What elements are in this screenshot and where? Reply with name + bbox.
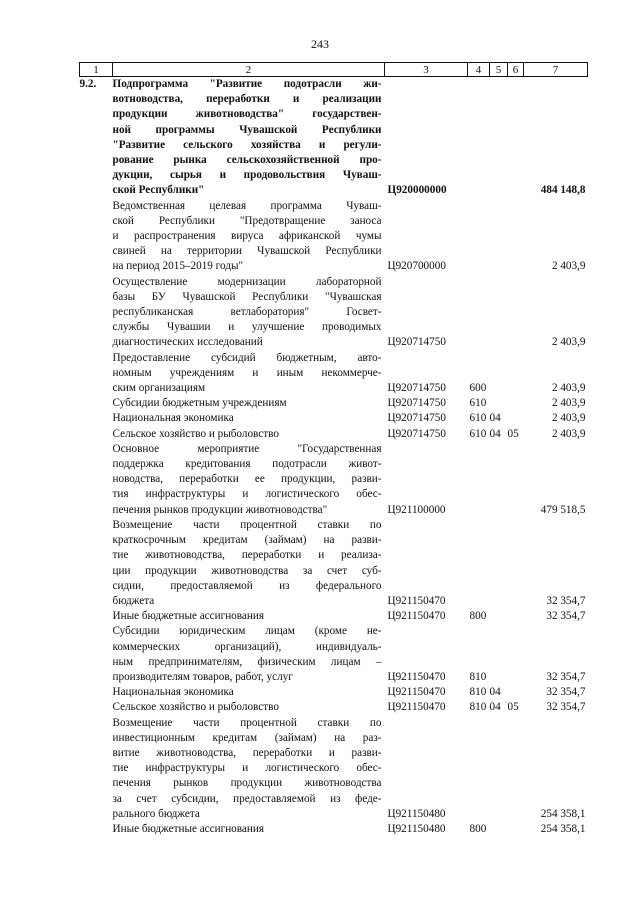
subsection-code bbox=[508, 716, 524, 822]
row-number bbox=[80, 199, 113, 275]
row-description bbox=[113, 199, 385, 275]
page-number: 243 bbox=[311, 37, 329, 51]
row-description bbox=[113, 396, 385, 411]
target-code: Ц921150480 bbox=[387, 822, 446, 835]
column-header: 6 bbox=[508, 63, 524, 77]
expense-type-code bbox=[468, 275, 490, 351]
subsection-code bbox=[508, 275, 524, 351]
amount: 2 403,9 bbox=[551, 397, 586, 410]
description-line: Иные бюджетные ассигнования bbox=[112, 610, 264, 623]
description-line: Сельское хозяйство и рыболовство bbox=[112, 427, 279, 440]
description-line: ским организациям bbox=[112, 382, 206, 395]
description-line: базы БУ Чувашской Республики "Чувашская bbox=[112, 290, 382, 303]
description-line: ной программы Чувашской Республики bbox=[112, 123, 382, 136]
expense-type-code: 810 bbox=[469, 670, 487, 683]
section-code bbox=[490, 624, 508, 685]
row-number bbox=[80, 624, 113, 685]
description-line: тие инфраструктуры и логистического обес- bbox=[112, 762, 382, 775]
table-row bbox=[80, 77, 588, 199]
description-line: "Развитие сельского хозяйства и регули- bbox=[112, 138, 382, 151]
column-header: 1 bbox=[80, 63, 113, 77]
description-line: рование рынка сельскохозяйственной про- bbox=[112, 154, 382, 167]
row-number bbox=[80, 275, 113, 351]
subsection-code: 05 bbox=[507, 427, 519, 440]
amount: 484 148,8 bbox=[540, 184, 586, 197]
row-number bbox=[80, 518, 113, 609]
description-line: новодства, переработки ее продукции, разви- bbox=[112, 473, 382, 486]
description-line: инвестиционным кредитам (займам) на раз- bbox=[112, 731, 382, 744]
column-header: 7 bbox=[524, 63, 588, 77]
amount: 32 354,7 bbox=[546, 701, 586, 714]
description-line: печения рынков продукции животноводства bbox=[112, 777, 382, 790]
section-code bbox=[490, 396, 508, 411]
budget-table bbox=[79, 62, 588, 837]
row-description bbox=[113, 411, 385, 426]
expense-type-code: 610 bbox=[469, 412, 487, 425]
subsection-code bbox=[508, 624, 524, 685]
table-row bbox=[80, 199, 588, 275]
section-code bbox=[490, 275, 508, 351]
table-row bbox=[80, 396, 588, 411]
subsection-code bbox=[508, 609, 524, 624]
expense-type-code: 810 bbox=[469, 701, 487, 714]
row-description bbox=[113, 716, 385, 822]
description-line: ской Республики" bbox=[112, 184, 205, 197]
description-line: Субсидии юридическим лицам (кроме не- bbox=[112, 625, 382, 638]
table-row bbox=[80, 700, 588, 715]
section-code bbox=[490, 199, 508, 275]
description-line: печения рынков продукции животноводства" bbox=[112, 503, 328, 516]
expense-type-code bbox=[468, 442, 490, 518]
target-code: Ц920714750 bbox=[387, 382, 446, 395]
section-code: 04 bbox=[489, 412, 501, 425]
section-code bbox=[490, 822, 508, 837]
row-number bbox=[80, 700, 113, 715]
subsection-code bbox=[508, 822, 524, 837]
description-line: тие животноводства, переработки и реализа- bbox=[112, 549, 382, 562]
target-code: Ц921100000 bbox=[387, 503, 446, 516]
table-row bbox=[80, 609, 588, 624]
target-code: Ц920714750 bbox=[387, 412, 446, 425]
description-line: Предоставление субсидий бюджетным, авто- bbox=[112, 351, 382, 364]
table-row bbox=[80, 275, 588, 351]
subsection-code bbox=[508, 685, 524, 700]
description-line: и распространения вируса африканской чумы bbox=[112, 230, 382, 243]
row-description bbox=[113, 275, 385, 351]
description-line: Иные бюджетные ассигнования bbox=[112, 822, 264, 835]
description-line: сидии, предоставляемой из федерального bbox=[112, 579, 382, 592]
target-code: Ц920714750 bbox=[387, 397, 446, 410]
column-header: 5 bbox=[490, 63, 508, 77]
target-code: Ц921150470 bbox=[387, 686, 446, 699]
row-description bbox=[113, 609, 385, 624]
amount: 479 518,5 bbox=[540, 503, 586, 516]
target-code: Ц921150470 bbox=[387, 670, 446, 683]
section-code: 04 bbox=[489, 701, 501, 714]
row-description bbox=[113, 822, 385, 837]
table-row bbox=[80, 822, 588, 837]
amount: 2 403,9 bbox=[551, 412, 586, 425]
section-code: 04 bbox=[489, 686, 501, 699]
expense-type-code: 800 bbox=[469, 610, 487, 623]
subsection-code bbox=[508, 411, 524, 426]
row-number bbox=[80, 716, 113, 822]
description-line: на период 2015–2019 годы" bbox=[112, 260, 244, 273]
amount: 2 403,9 bbox=[551, 260, 586, 273]
amount: 2 403,9 bbox=[551, 382, 586, 395]
description-line: Сельское хозяйство и рыболовство bbox=[112, 701, 279, 714]
description-line: Подпрограмма "Развитие подотрасли жи- bbox=[112, 78, 382, 90]
description-line: Национальная экономика bbox=[112, 686, 234, 699]
table-row bbox=[80, 518, 588, 609]
description-line: Осуществление модернизации лабораторной bbox=[112, 275, 382, 288]
subsection-code bbox=[508, 396, 524, 411]
target-code: Ц920714750 bbox=[387, 427, 446, 440]
section-code: 04 bbox=[489, 427, 501, 440]
section-code bbox=[490, 716, 508, 822]
amount: 32 354,7 bbox=[546, 670, 586, 683]
amount: 254 358,1 bbox=[540, 807, 586, 820]
expense-type-code: 810 bbox=[469, 686, 487, 699]
table-row bbox=[80, 351, 588, 397]
subsection-code bbox=[508, 442, 524, 518]
expense-type-code: 600 bbox=[469, 382, 487, 395]
description-line: за счет субсидии, предоставляемой из феде- bbox=[112, 792, 382, 805]
description-line: Ведомственная целевая программа Чуваш- bbox=[112, 199, 382, 212]
amount: 254 358,1 bbox=[540, 822, 586, 835]
target-code: Ц920700000 bbox=[387, 260, 446, 273]
expense-type-code: 800 bbox=[469, 822, 487, 835]
row-description bbox=[113, 700, 385, 715]
row-number bbox=[80, 427, 113, 442]
table-row bbox=[80, 624, 588, 685]
column-header: 4 bbox=[468, 63, 490, 77]
target-code: Ц921150470 bbox=[387, 701, 446, 714]
description-line: тия инфраструктуры и логистического обес- bbox=[112, 488, 382, 501]
row-description bbox=[113, 624, 385, 685]
subsection-code bbox=[508, 77, 524, 199]
description-line: бюджета bbox=[112, 594, 155, 607]
row-description bbox=[113, 518, 385, 609]
subsection-code: 05 bbox=[507, 701, 519, 714]
section-code bbox=[490, 442, 508, 518]
description-line: республиканская ветлаборатория" Госвет- bbox=[112, 306, 382, 319]
row-number bbox=[80, 351, 113, 397]
subsection-code bbox=[508, 518, 524, 609]
column-header: 2 bbox=[113, 63, 385, 77]
section-code bbox=[490, 351, 508, 397]
target-code: Ц920000000 bbox=[387, 184, 447, 197]
description-line: Возмещение части процентной ставки по bbox=[112, 716, 382, 729]
description-line: Субсидии бюджетным учреждениям bbox=[112, 397, 287, 410]
expense-type-code: 610 bbox=[469, 397, 487, 410]
description-line: рального бюджета bbox=[112, 807, 200, 820]
description-line: витие животноводства, переработки и разви- bbox=[112, 746, 382, 759]
row-description bbox=[113, 77, 385, 199]
target-code: Ц920714750 bbox=[387, 336, 446, 349]
expense-type-code bbox=[468, 199, 490, 275]
expense-type-code bbox=[468, 716, 490, 822]
description-line: Национальная экономика bbox=[112, 412, 234, 425]
row-description bbox=[113, 351, 385, 397]
row-description bbox=[113, 442, 385, 518]
table-row bbox=[80, 685, 588, 700]
description-line: производителям товаров, работ, услуг bbox=[112, 670, 293, 683]
expense-type-code: 610 bbox=[469, 427, 487, 440]
description-line: ской Республики "Предотвращение заноса bbox=[112, 214, 382, 227]
table-row bbox=[80, 411, 588, 426]
description-line: ции продукции животноводства за счет суб- bbox=[112, 564, 382, 577]
table-row bbox=[80, 716, 588, 822]
section-code bbox=[490, 518, 508, 609]
section-code bbox=[490, 609, 508, 624]
target-code: Ц921150470 bbox=[387, 594, 446, 607]
description-line: ным предпринимателям, физическим лицам – bbox=[112, 655, 382, 668]
description-line: краткосрочным кредитам (займам) на разви- bbox=[112, 534, 382, 547]
column-header: 3 bbox=[385, 63, 468, 77]
expense-type-code bbox=[468, 77, 490, 199]
subsection-code bbox=[508, 199, 524, 275]
description-line: свиней на территории Чувашской Республики bbox=[112, 245, 382, 258]
amount: 32 354,7 bbox=[546, 686, 586, 699]
expense-type-code bbox=[468, 518, 490, 609]
row-number bbox=[80, 442, 113, 518]
row-number bbox=[80, 396, 113, 411]
row-number: 9.2. bbox=[79, 78, 97, 90]
description-line: дукции, сырья и продовольствия Чуваш- bbox=[112, 169, 382, 182]
description-line: коммерческих организаций), индивидуаль- bbox=[112, 640, 382, 653]
subsection-code bbox=[508, 351, 524, 397]
table-row bbox=[80, 442, 588, 518]
amount: 32 354,7 bbox=[546, 610, 586, 623]
section-code bbox=[490, 77, 508, 199]
description-line: Основное мероприятие "Государственная bbox=[112, 442, 382, 455]
table-row bbox=[80, 427, 588, 442]
description-line: продукции животноводства" государствен- bbox=[112, 108, 382, 121]
amount: 2 403,9 bbox=[551, 336, 586, 349]
table-body bbox=[80, 77, 588, 838]
row-description bbox=[113, 427, 385, 442]
target-code: Ц921150480 bbox=[387, 807, 446, 820]
row-number bbox=[80, 411, 113, 426]
column-number-header bbox=[80, 63, 588, 77]
row-number bbox=[80, 685, 113, 700]
row-number bbox=[80, 609, 113, 624]
description-line: поддержка кредитования подотрасли живот- bbox=[112, 458, 382, 471]
description-line: номным учреждениям и иным некоммерче- bbox=[112, 366, 382, 379]
amount: 32 354,7 bbox=[546, 594, 586, 607]
amount: 2 403,9 bbox=[551, 427, 586, 440]
target-code: Ц921150470 bbox=[387, 610, 446, 623]
description-line: диагностических исследований bbox=[112, 336, 263, 349]
row-description bbox=[113, 685, 385, 700]
description-line: службы Чувашии и улучшение проводимых bbox=[112, 321, 382, 334]
description-line: вотноводства, переработки и реализации bbox=[112, 93, 382, 106]
description-line: Возмещение части процентной ставки по bbox=[112, 518, 382, 531]
row-number bbox=[80, 822, 113, 837]
